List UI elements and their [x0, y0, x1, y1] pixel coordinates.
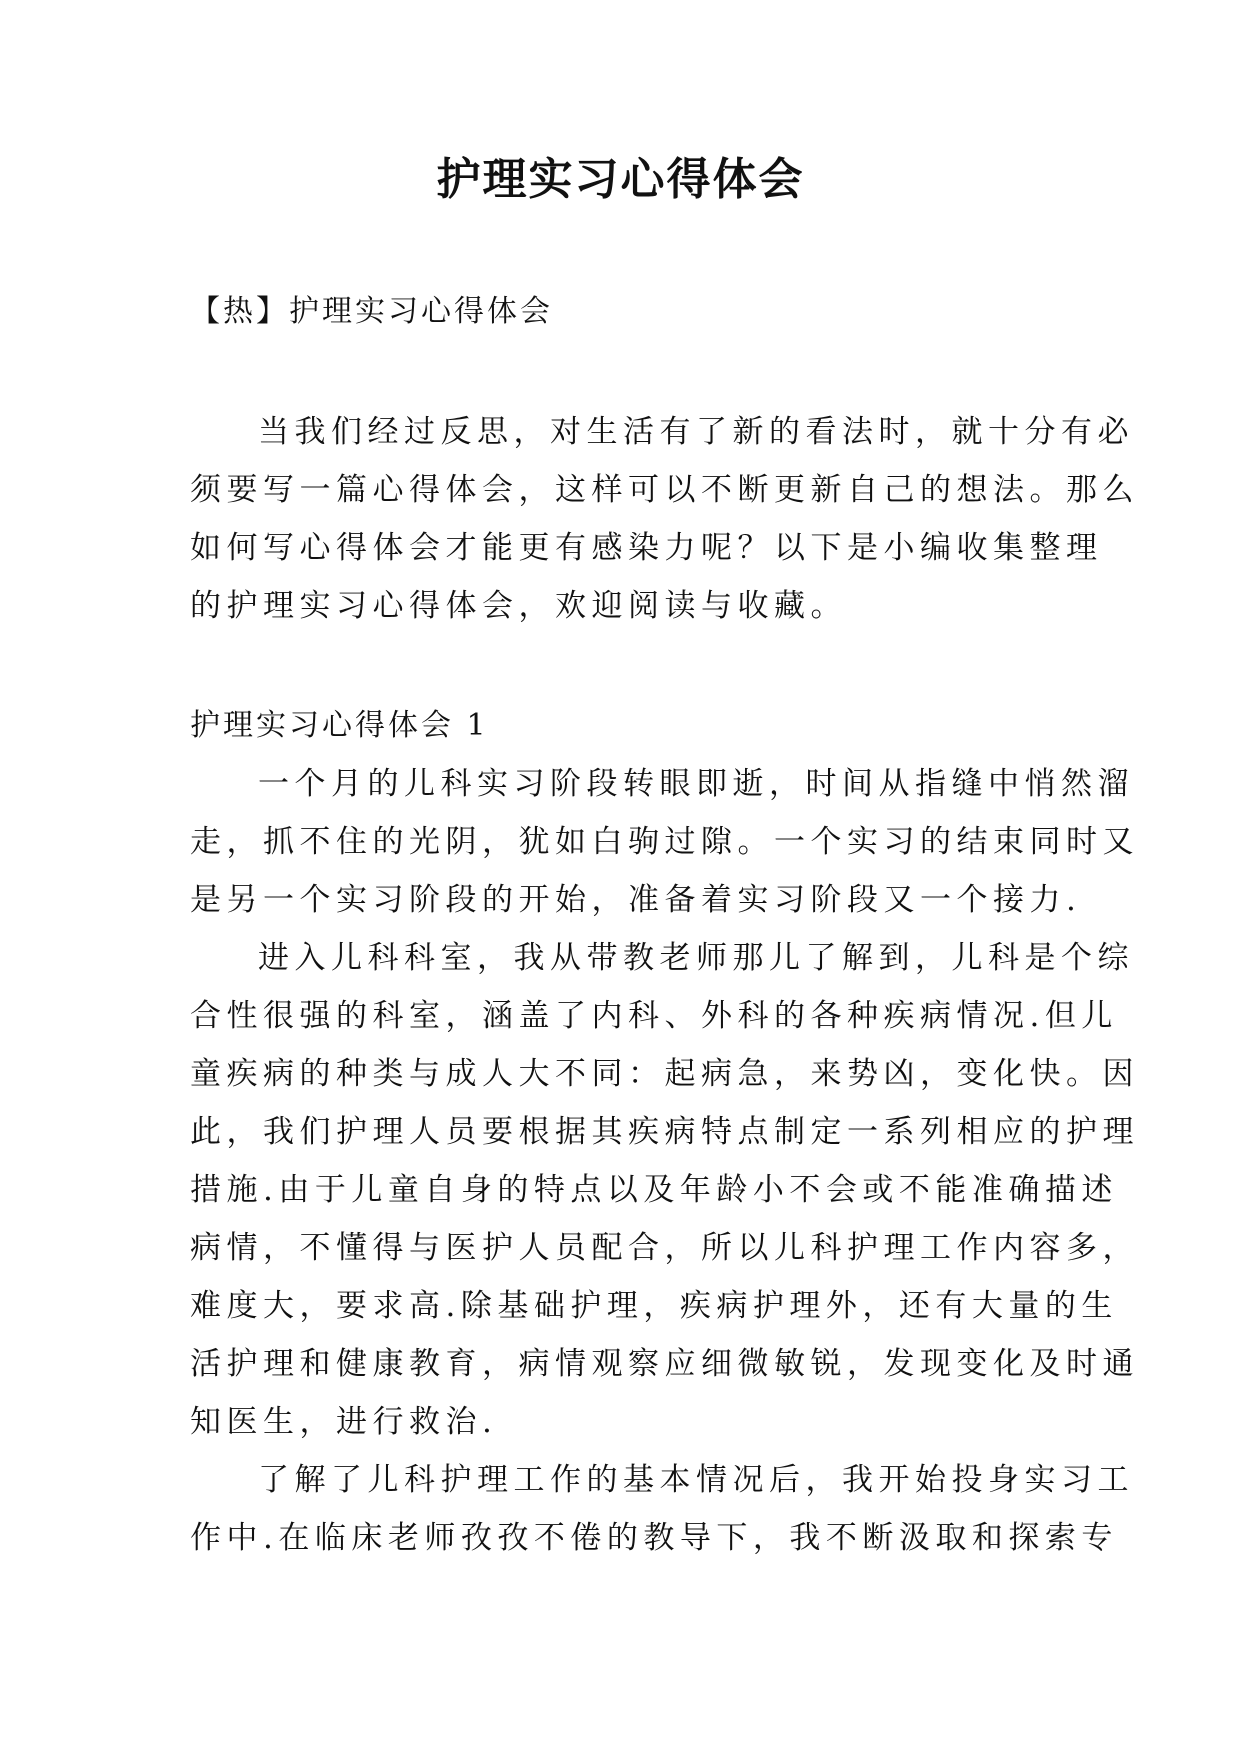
body-line: 合性很强的科室，涵盖了内科、外科的各种疾病情况.但儿	[190, 998, 1118, 1034]
section-heading: 护理实习心得体会 1	[190, 708, 489, 743]
body-line: 此，我们护理人员要根据其疾病特点制定一系列相应的护理	[190, 1114, 1139, 1150]
body-line: 措施.由于儿童自身的特点以及年龄小不会或不能准确描述	[190, 1172, 1118, 1208]
body-line: 是另一个实习阶段的开始，准备着实习阶段又一个接力.	[190, 882, 1082, 918]
document-title: 护理实习心得体会	[436, 154, 805, 205]
body-line: 一个月的儿科实习阶段转眼即逝，时间从指缝中悄然溜	[258, 766, 1134, 802]
body-line: 病情，不懂得与医护人员配合，所以儿科护理工作内容多，	[190, 1230, 1139, 1266]
body-line: 进入儿科科室，我从带教老师那儿了解到，儿科是个综	[258, 940, 1134, 976]
document-subtitle: 【热】护理实习心得体会	[190, 294, 553, 329]
intro-line: 如何写心得体会才能更有感染力呢？以下是小编收集整理	[190, 530, 1103, 566]
body-line: 了解了儿科护理工作的基本情况后，我开始投身实习工	[258, 1462, 1134, 1498]
body-line: 作中.在临床老师孜孜不倦的教导下，我不断汲取和探索专	[190, 1520, 1118, 1556]
intro-line: 的护理实习心得体会，欢迎阅读与收藏。	[190, 588, 847, 624]
body-line: 走，抓不住的光阴，犹如白驹过隙。一个实习的结束同时又	[190, 824, 1139, 860]
body-line: 童疾病的种类与成人大不同：起病急，来势凶，变化快。因	[190, 1056, 1139, 1092]
body-line: 难度大，要求高.除基础护理，疾病护理外，还有大量的生	[190, 1288, 1118, 1324]
body-line: 知医生，进行救治.	[190, 1404, 498, 1440]
intro-line: 须要写一篇心得体会，这样可以不断更新自己的想法。那么	[190, 472, 1139, 508]
intro-line: 当我们经过反思，对生活有了新的看法时，就十分有必	[258, 414, 1134, 450]
body-line: 活护理和健康教育，病情观察应细微敏锐，发现变化及时通	[190, 1346, 1139, 1382]
